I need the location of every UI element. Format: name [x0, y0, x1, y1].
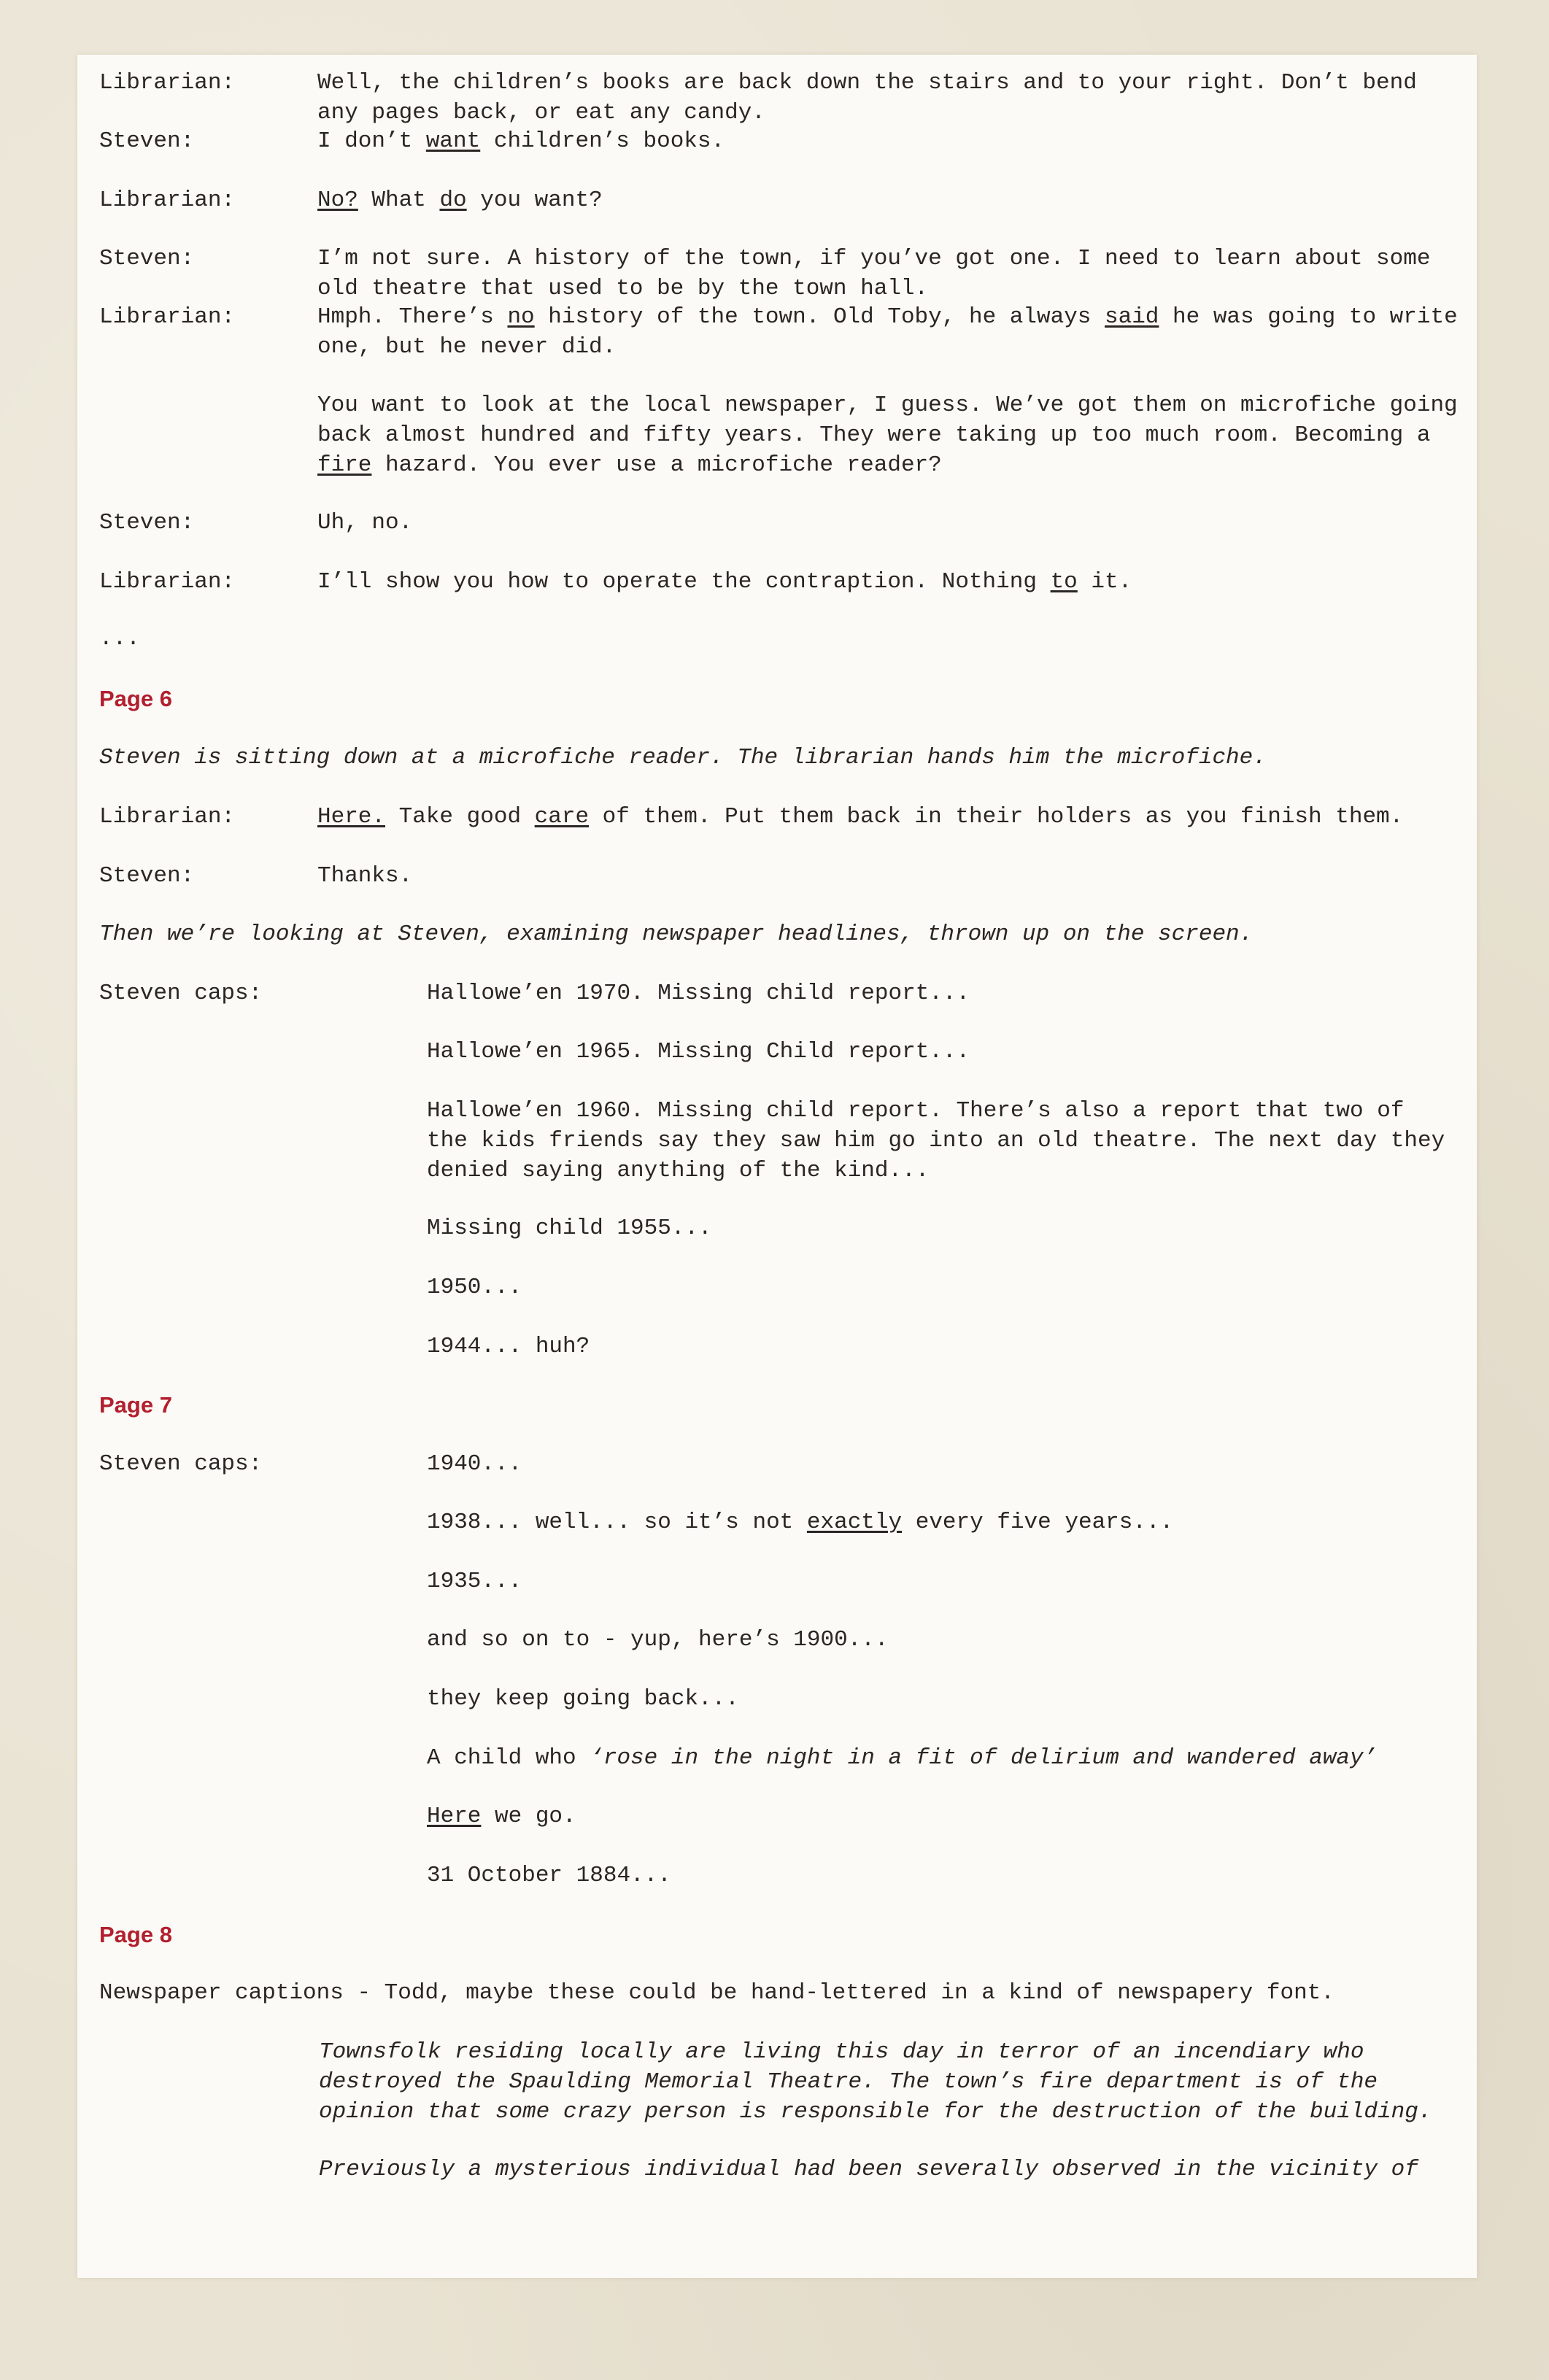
- caption: 1940...: [427, 1451, 522, 1477]
- text-span: every five years...: [902, 1510, 1174, 1535]
- underlined-word: care: [534, 804, 590, 830]
- dialogue-line: any pages back, or eat any candy.: [317, 100, 765, 125]
- text-span: it.: [1077, 569, 1132, 595]
- dialogue-line: back almost hundred and fifty years. They were taking up too much room. Becoming a: [317, 422, 1431, 448]
- dialogue-line: old theatre that used to be by the town hall.: [317, 276, 929, 301]
- speaker-label: Steven:: [99, 246, 195, 271]
- text-span: you want?: [466, 188, 603, 213]
- text-span: What: [358, 188, 440, 213]
- caption: 1935...: [427, 1569, 522, 1594]
- stage-direction: Then we’re looking at Steven, examining newspaper headlines, thrown up on the screen.: [99, 922, 1254, 947]
- dialogue: [317, 68, 1470, 128]
- text-span: 1938... well... so it’s not: [427, 1510, 807, 1535]
- caption-line: destroyed the Spaulding Memorial Theatre. The town’s fire department is of the: [319, 2069, 1378, 2095]
- caption-line: Hallowe’en 1960. Missing child report. There’s also a report that two of: [427, 1098, 1405, 1124]
- text-span: hazard. You ever use a microfiche reader?: [371, 452, 942, 478]
- text-span: he was going to write: [1159, 304, 1458, 330]
- ellipsis: ...: [99, 626, 140, 652]
- caption: [427, 1096, 1463, 1186]
- caption-line: Townsfolk residing locally are living this day in terror of an incendiary who: [319, 2039, 1364, 2065]
- underlined-word: fire: [317, 452, 372, 478]
- quoted-text: ‘rose in the night in a fit of delirium and wandered away’: [590, 1745, 1378, 1771]
- page-heading: Page 6: [99, 686, 172, 711]
- speaker-label: Steven:: [99, 510, 195, 536]
- caption: 31 October 1884...: [427, 1863, 671, 1888]
- dialogue-line: You want to look at the local newspaper, I guess. We’ve got them on microfiche going: [317, 393, 1458, 418]
- dialogue: [317, 302, 1470, 362]
- speaker-label: Librarian:: [99, 188, 236, 213]
- caption: [427, 1507, 1463, 1537]
- text-span: we go.: [481, 1804, 576, 1829]
- dialogue-line: [317, 302, 1470, 332]
- newspaper-caption: Previously a mysterious individual had been severally observed in the vicinity of: [319, 2157, 1418, 2182]
- underlined-word: want: [425, 128, 481, 154]
- speaker-label: Steven:: [99, 128, 195, 154]
- dialogue-line: Well, the children’s books are back down the stairs and to your right. Don’t bend: [317, 70, 1417, 96]
- caption: they keep going back...: [427, 1686, 739, 1712]
- production-note: Newspaper captions - Todd, maybe these could be hand-lettered in a kind of newspapery font.: [99, 1980, 1334, 2006]
- text-span: A child who: [427, 1745, 590, 1771]
- speaker-label: Librarian:: [99, 304, 236, 330]
- caption: 1950...: [427, 1275, 522, 1300]
- caption: Hallowe’en 1970. Missing child report...: [427, 981, 970, 1006]
- caption: and so on to - yup, here’s 1900...: [427, 1627, 889, 1653]
- caption: [427, 1743, 1463, 1773]
- caption-line: denied saying anything of the kind...: [427, 1158, 930, 1183]
- speaker-label: Librarian:: [99, 569, 236, 595]
- text-span: I’ll show you how to operate the contraption. Nothing: [317, 569, 1051, 595]
- dialogue: [317, 802, 1470, 832]
- text-span: children’s books.: [480, 128, 725, 154]
- text-span: Hmph. There’s: [317, 304, 508, 330]
- caption: 1944... huh?: [427, 1334, 590, 1359]
- caption-line: the kids friends say they saw him go into an old theatre. The next day they: [427, 1128, 1445, 1154]
- page-heading: Page 8: [99, 1922, 172, 1947]
- underlined-word: do: [439, 188, 467, 213]
- caption: Hallowe’en 1965. Missing Child report...: [427, 1039, 970, 1065]
- speaker-label: Steven caps:: [99, 1451, 263, 1477]
- dialogue: [317, 244, 1470, 304]
- caption-line: opinion that some crazy person is responsible for the destruction of the building.: [319, 2099, 1432, 2125]
- caption: [427, 1801, 1463, 1831]
- page-heading: Page 7: [99, 1392, 172, 1418]
- speaker-label: Librarian:: [99, 70, 236, 96]
- underlined-word: No?: [317, 188, 358, 213]
- underlined-word: exactly: [806, 1510, 903, 1535]
- dialogue: [317, 126, 1470, 156]
- dialogue: Thanks.: [317, 863, 413, 889]
- dialogue: [317, 567, 1470, 597]
- dialogue-line: [317, 450, 1470, 480]
- dialogue: [317, 185, 1470, 215]
- dialogue: Uh, no.: [317, 510, 413, 536]
- stage-direction: Steven is sitting down at a microfiche reader. The librarian hands him the microfiche.: [99, 745, 1267, 770]
- newspaper-caption: [319, 2037, 1472, 2127]
- dialogue-line: one, but he never did.: [317, 334, 617, 360]
- underlined-word: said: [1105, 304, 1159, 330]
- text-span: of them. Put them back in their holders as you finish them.: [589, 804, 1404, 830]
- underlined-word: Here.: [317, 804, 386, 830]
- dialogue: [317, 390, 1470, 480]
- underlined-word: Here: [427, 1804, 482, 1829]
- underlined-word: to: [1050, 569, 1078, 595]
- speaker-label: Librarian:: [99, 804, 236, 830]
- speaker-label: Steven caps:: [99, 981, 263, 1006]
- text-span: I don’t: [317, 128, 426, 154]
- dialogue-line: I’m not sure. A history of the town, if you’ve got one. I need to learn about some: [317, 246, 1431, 271]
- speaker-label: Steven:: [99, 863, 195, 889]
- text-span: Take good: [385, 804, 535, 830]
- underlined-word: no: [507, 304, 535, 330]
- script-page: [77, 55, 1477, 2278]
- text-span: history of the town. Old Toby, he always: [534, 304, 1105, 330]
- caption: Missing child 1955...: [427, 1216, 712, 1241]
